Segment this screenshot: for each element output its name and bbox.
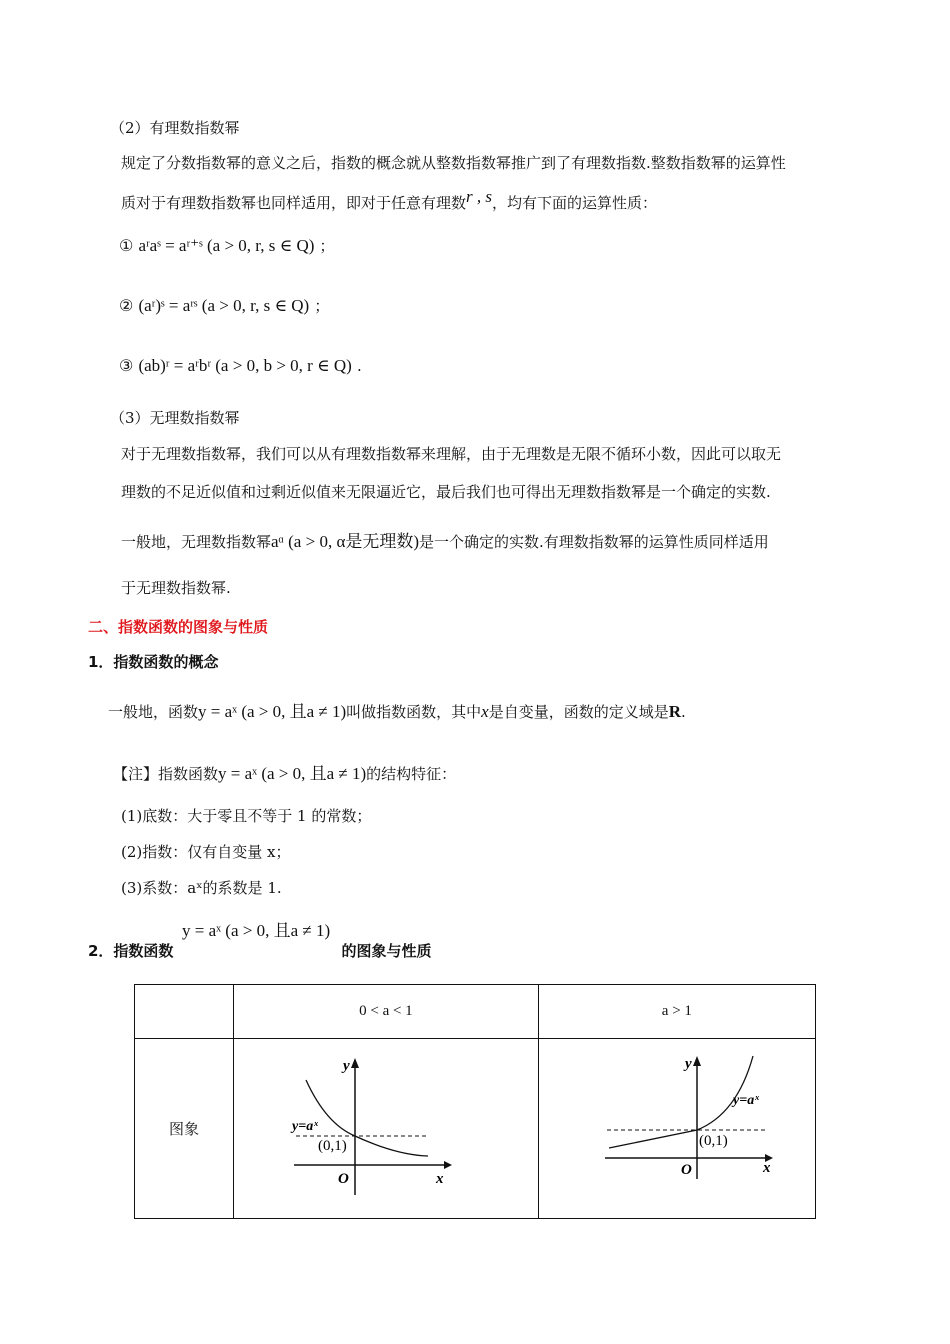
rule-number: ① bbox=[119, 236, 134, 255]
paragraph-text: 叫做指数函数，其中 bbox=[346, 703, 482, 721]
paragraph-text: 是自变量，函数的定义域是 bbox=[488, 703, 669, 721]
table-row-label: 图象 bbox=[135, 1039, 234, 1219]
subsection-title-concept: 1．指数函数的概念 bbox=[88, 653, 219, 671]
table-corner-cell bbox=[135, 985, 234, 1039]
paragraph-text: 的结构特征： bbox=[366, 765, 457, 783]
list-item: (2)指数：仅有自变量 x； bbox=[121, 843, 291, 861]
subsection-title-text: 2．指数函数 bbox=[88, 942, 174, 960]
paragraph-text: 质对于有理数指数幂也同样适用，即对于任意有理数 bbox=[121, 194, 467, 212]
paragraph-text: 是一个确定的实数.有理数指数幂的运算性质同样适用 bbox=[419, 533, 769, 551]
paragraph-line bbox=[121, 532, 769, 552]
graph-decreasing bbox=[286, 1052, 486, 1202]
x-axis-label: x bbox=[762, 1159, 771, 1176]
paragraph-line: 对于无理数指数幂，我们可以从有理数指数幂来理解，由于无理数是无限不循环小数，因此可以取无 bbox=[121, 445, 782, 463]
paragraph-line bbox=[121, 187, 658, 213]
y-axis-label: y bbox=[684, 1055, 692, 1072]
irrational-power-formula: aᵅ (a > 0, α是无理数) bbox=[271, 532, 420, 551]
rule-number: ② bbox=[119, 296, 134, 315]
paragraph-line: 于无理数指数幂. bbox=[121, 579, 231, 597]
part-title: 二、指数函数的图象与性质 bbox=[88, 618, 269, 636]
rule-formula: (ab)ʳ = aʳbʳ (a > 0, b > 0, r ∈ Q) bbox=[138, 356, 352, 375]
section-title-rational-powers: （2）有理数指数幂 bbox=[110, 119, 240, 137]
table-header-a-gt-1: a > 1 bbox=[538, 985, 815, 1039]
rule-number: ③ bbox=[119, 356, 134, 375]
paragraph-text: 一般地，无理数指数幂 bbox=[121, 533, 272, 551]
subsection-title-text: 的图象与性质 bbox=[341, 942, 432, 960]
exp-function-formula: y = aˣ (a > 0, 且a ≠ 1) bbox=[182, 921, 331, 940]
exp-function-formula: y = aˣ (a > 0, 且a ≠ 1) bbox=[198, 702, 347, 721]
domain-R: R bbox=[668, 702, 682, 721]
curve-label: y=aˣ bbox=[291, 1118, 318, 1134]
paragraph-line: 理数的不足近似值和过剩近似值来无限逼近它，最后我们也可得出无理数指数幂是一个确定的实数. bbox=[121, 483, 771, 501]
rule-formula: (aʳ)ˢ = aʳˢ (a > 0, r, s ∈ Q) bbox=[138, 296, 310, 315]
rule-1 bbox=[119, 236, 335, 256]
graph-cell-increasing bbox=[538, 1039, 815, 1219]
y-axis-arrow-icon bbox=[693, 1056, 701, 1066]
properties-table bbox=[134, 984, 816, 1219]
y-axis-arrow-icon bbox=[351, 1058, 359, 1068]
variables-r-s: r , s bbox=[466, 187, 492, 206]
paragraph-text: ，均有下面的运算性质： bbox=[492, 194, 658, 212]
definition-line bbox=[108, 702, 686, 722]
note-line bbox=[113, 764, 456, 784]
list-item: (1)底数：大于零且不等于 1 的常数； bbox=[121, 807, 372, 825]
rule-3 bbox=[119, 356, 362, 376]
exp-function-formula: y = aˣ (a > 0, 且a ≠ 1) bbox=[218, 764, 367, 783]
point-label: (0,1) bbox=[698, 1132, 728, 1149]
variable-x: x bbox=[481, 702, 489, 721]
rule-end: ； bbox=[314, 297, 330, 315]
rule-end: . bbox=[356, 357, 362, 375]
graph-increasing bbox=[577, 1052, 777, 1202]
point-label: (0,1) bbox=[317, 1137, 347, 1154]
increasing-curve bbox=[609, 1056, 753, 1148]
rule-2 bbox=[119, 296, 329, 316]
x-axis-arrow-icon bbox=[444, 1161, 452, 1169]
section-title-irrational-powers: （3）无理数指数幂 bbox=[110, 409, 240, 427]
list-item: (3)系数：aˣ的系数是 1. bbox=[121, 879, 282, 897]
x-axis-label: x bbox=[435, 1170, 444, 1187]
y-axis-label: y bbox=[342, 1057, 350, 1074]
note-label: 【注】指数函数 bbox=[113, 765, 219, 783]
paragraph-text: 一般地，函数 bbox=[108, 703, 199, 721]
rule-formula: aʳaˢ = aʳ⁺ˢ (a > 0, r, s ∈ Q) bbox=[138, 236, 315, 255]
paragraph-text: . bbox=[681, 703, 686, 721]
origin-label: O bbox=[680, 1161, 692, 1178]
rule-end: ； bbox=[319, 237, 335, 255]
paragraph-line: 规定了分数指数幂的意义之后，指数的概念就从整数指数幂推广到了有理数指数.整数指数幂的运算性 bbox=[121, 154, 786, 172]
graph-cell-decreasing bbox=[234, 1039, 539, 1219]
origin-label: O bbox=[337, 1170, 349, 1187]
curve-label: y=aˣ bbox=[732, 1092, 759, 1108]
table-header-0-lt-a-lt-1: 0 < a < 1 bbox=[234, 985, 539, 1039]
subsection-title-graph bbox=[88, 940, 431, 961]
